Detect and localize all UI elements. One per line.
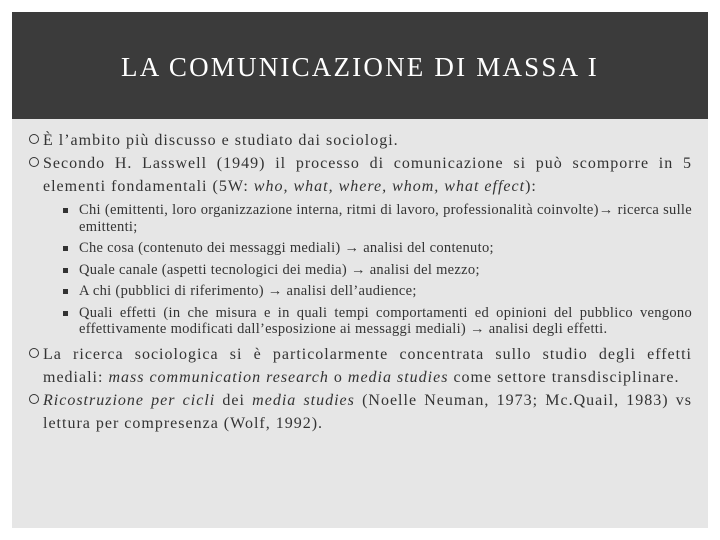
bullet-text: Secondo H. Lasswell (1949) il processo di comunicazione si può scomporre in 5 elementi fondamentali (5W: — [43, 155, 692, 195]
sub-item — [63, 240, 692, 257]
bullet-text: dei — [215, 391, 253, 409]
sub-item-text: Quali effetti (in che misura e in quali tempi comportamenti ed opinioni del pubblico vengono effettivamente modificati dall’esposizione ai messaggi mediali) → analisi degli effetti. — [79, 304, 692, 337]
circle-bullet-icon — [29, 134, 39, 144]
slide-content — [28, 129, 692, 435]
square-bullet-icon — [63, 268, 68, 273]
bullet-item-4 — [28, 389, 692, 435]
sub-list — [43, 202, 692, 338]
bullet-text: o — [328, 368, 348, 386]
square-bullet-icon — [63, 289, 68, 294]
square-bullet-icon — [63, 208, 68, 213]
bullet-text-italic: Ricostruzione per cicli — [43, 391, 216, 409]
sub-item-text: Quale canale (aspetti tecnologici dei media) → analisi del mezzo; — [79, 261, 480, 278]
bullet-text: come settore transdisciplinare. — [448, 368, 680, 386]
sub-item — [63, 283, 692, 300]
sub-item-text: Chi (emittenti, loro organizzazione interna, ritmi di lavoro, professionalità coinvolte)→ ricerca sulle emittenti; — [79, 202, 692, 235]
circle-bullet-icon — [29, 157, 39, 167]
bullet-item-1 — [28, 129, 692, 152]
bullet-text: ): — [525, 178, 537, 195]
sub-item-text: A chi (pubblici di riferimento) → analisi dell’audience; — [79, 283, 417, 299]
square-bullet-icon — [63, 246, 68, 251]
sub-item — [63, 262, 692, 279]
circle-bullet-icon — [29, 394, 39, 404]
bullet-item-3 — [28, 343, 692, 389]
bullet-text-italic: who, what, where, whom, what effect — [253, 178, 526, 195]
sub-item — [63, 202, 692, 235]
bullet-text-italic: media studies — [347, 368, 449, 386]
title-bar — [12, 12, 708, 119]
square-bullet-icon — [63, 311, 68, 316]
bullet-text: (Noelle Neuman, 1973; Mc.Quail, 1983) vs lettura per compresenza (Wolf, 1992). — [43, 391, 693, 432]
bullet-text-italic: mass communication research — [108, 368, 329, 386]
circle-bullet-icon — [29, 348, 39, 358]
bullet-text: È l’ambito più discusso e studiato dai sociologi. — [43, 132, 399, 149]
bullet-item-2 — [28, 152, 692, 338]
slide-title: LA COMUNICAZIONE DI MASSA I — [121, 52, 599, 82]
bullet-text-italic: media studies — [252, 391, 355, 409]
sub-item — [63, 305, 692, 338]
sub-item-text: Che cosa (contenuto dei messaggi mediali) → analisi del contenuto; — [79, 240, 494, 256]
bullet-text: La ricerca sociologica si è particolarmente concentrata sullo studio degli effetti mediali: — [43, 345, 692, 386]
